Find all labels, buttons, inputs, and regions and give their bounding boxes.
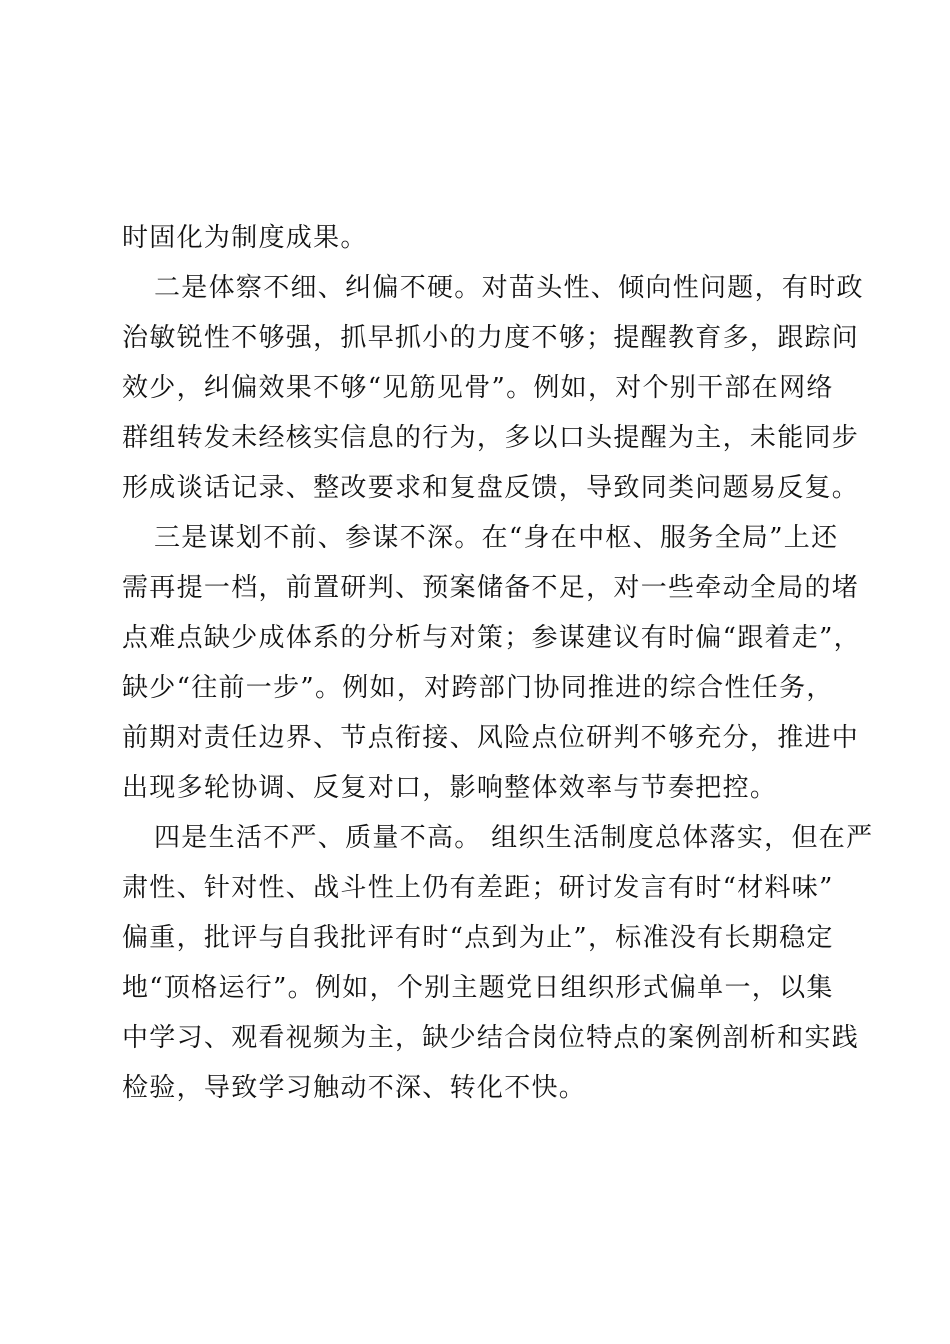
text-line: 群组转发未经核实信息的行为，多以口头提醒为主，未能同步 (122, 423, 860, 453)
text-line: 检验，导致学习触动不深、转化不快。 (122, 1073, 587, 1103)
paragraph-point-two (122, 268, 864, 518)
text-line: 缺少“往前一步”。例如，对跨部门协同推进的综合性任务， (122, 673, 834, 703)
text-line: 偏重，批评与自我批评有时“点到为止”，标准没有长期稳定 (122, 923, 834, 953)
paragraph-point-three (122, 518, 861, 818)
text-line: 形成谈话记录、整改要求和复盘反馈，导致同类问题易反复。 (122, 473, 860, 503)
text-line: 肃性、针对性、战斗性上仍有差距；研讨发言有时“材料味” (122, 873, 834, 903)
text-line: 地“顶格运行”。例如，个别主题党日组织形式偏单一，以集 (122, 973, 834, 1003)
text-line: 前期对责任边界、节点衔接、风险点位研判不够充分，推进中 (122, 723, 860, 753)
text-line: 出现多轮协调、反复对口，影响整体效率与节奏把控。 (122, 773, 778, 803)
document-body (122, 218, 874, 1118)
text-line: 时固化为制度成果。 (122, 223, 368, 253)
text-line: 四是生活不严、质量不高。 组织生活制度总体落实，但在严 (154, 823, 874, 853)
text-line: 点难点缺少成体系的分析与对策；参谋建议有时偏“跟着走”， (122, 623, 861, 653)
text-line: 效少，纠偏效果不够“见筋见骨”。例如，对个别干部在网络 (122, 373, 834, 403)
text-line: 治敏锐性不够强，抓早抓小的力度不够；提醒教育多，跟踪问 (122, 323, 860, 353)
text-line: 二是体察不细、纠偏不硬。对苗头性、倾向性问题，有时政 (154, 273, 864, 303)
paragraph-point-four (122, 818, 874, 1118)
text-line: 三是谋划不前、参谋不深。在“身在中枢、服务全局”上还 (154, 523, 839, 553)
text-line: 需再提一档，前置研判、预案储备不足，对一些牵动全局的堵 (122, 573, 860, 603)
paragraph-continuation (122, 218, 842, 268)
text-line: 中学习、观看视频为主，缺少结合岗位特点的案例剖析和实践 (122, 1023, 860, 1053)
